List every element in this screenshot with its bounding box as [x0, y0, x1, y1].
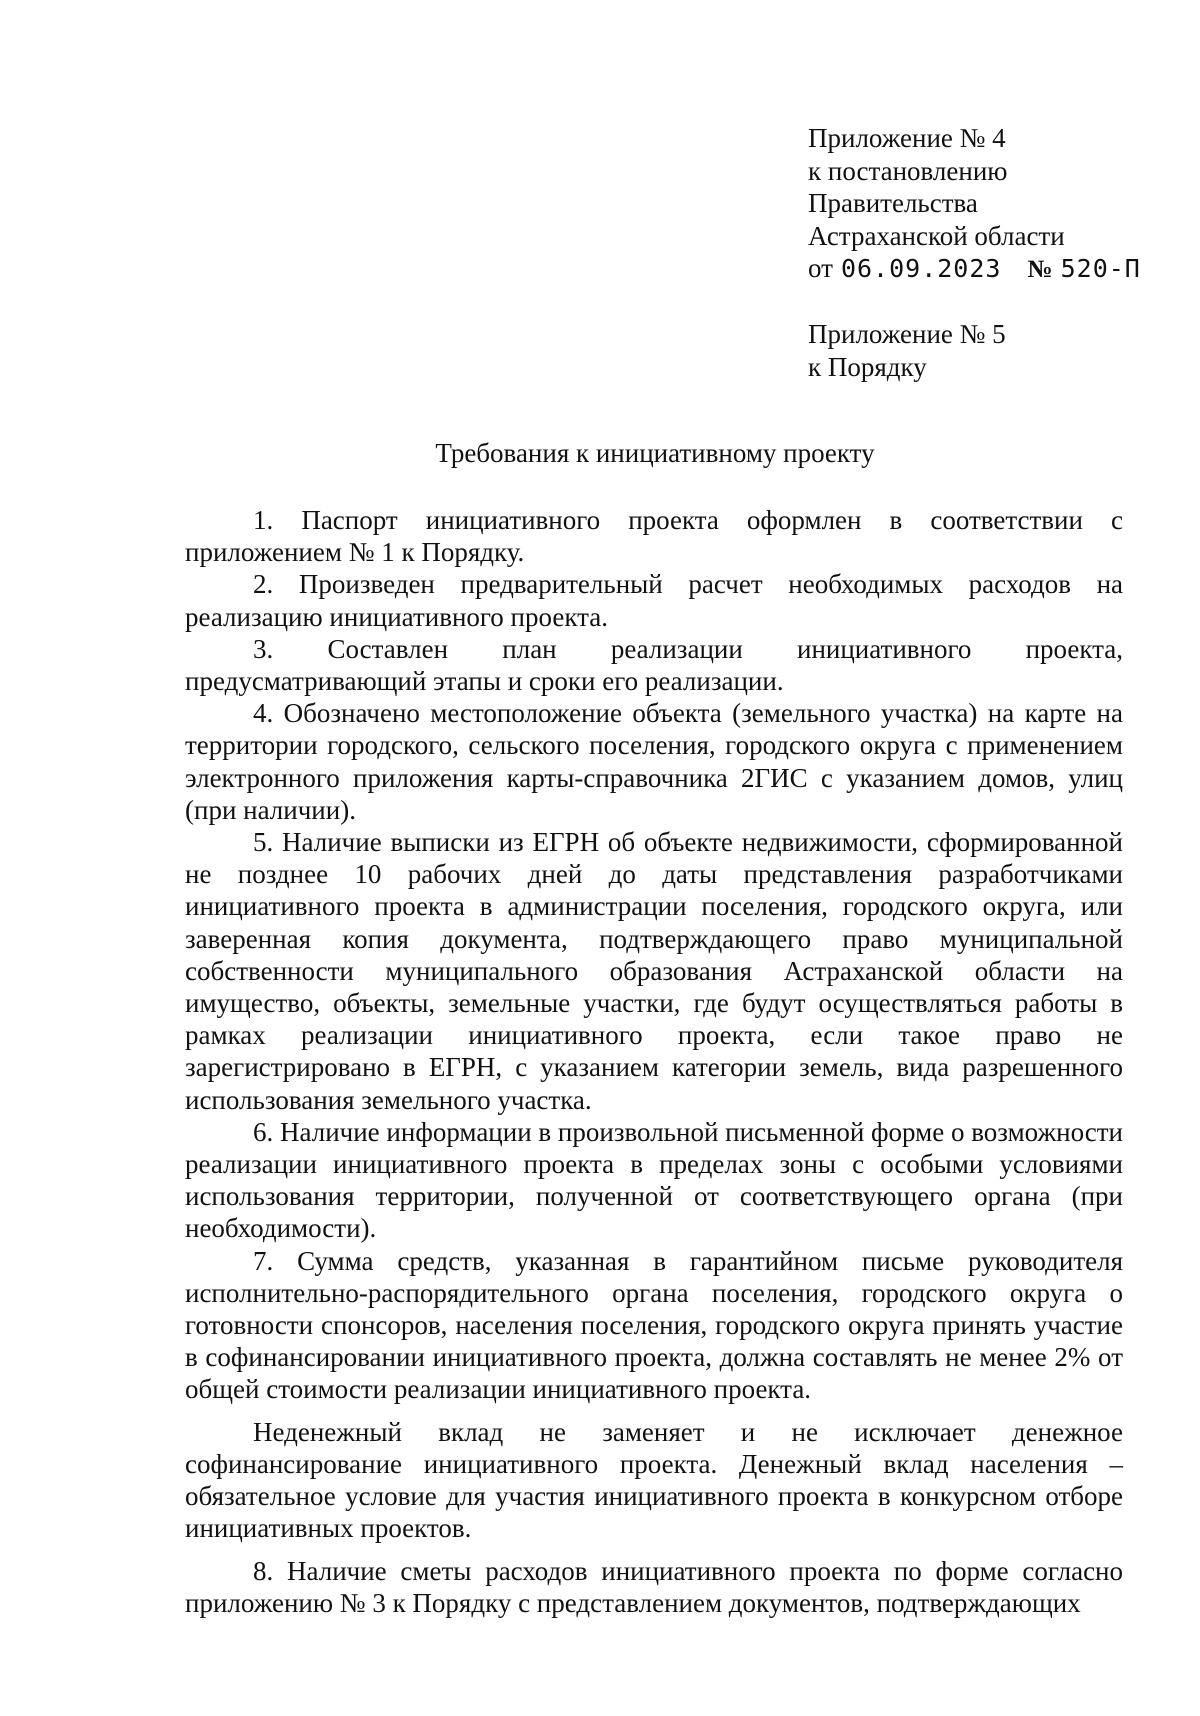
resolution-date-number: [808, 252, 1168, 287]
from-word: от: [808, 253, 833, 283]
resolution-number: 520-П: [1060, 254, 1141, 283]
paragraph-5: 5. Наличие выписки из ЕГРН об объекте недвижимости, сформированной не позднее 10 рабочих дней до даты представления разработчиками инициативного проекта в администрации поселения, городского округа, или заверенная копия документа, подтверждающего право муниципальной собственности муниципального образования Астраханской области на имущество, объекты, земельные участки, где будут осуществляться работы в рамках реализации инициативного проекта, если такое право не зарегистрировано в ЕГРН, с указанием категории земель, вида разрешенного использования земельного участка.: [185, 827, 1123, 1115]
document-body: [185, 504, 1123, 1619]
appendix-5-line-1: Приложение № 5: [808, 319, 1006, 349]
appendix-4-line-1: Приложение № 4: [808, 123, 1006, 153]
number-sign: №: [1027, 256, 1053, 283]
paragraph-2: 2. Произведен предварительный расчет необходимых расходов на реализацию инициативного проекта.: [185, 569, 1123, 632]
paragraph-7-note: Неденежный вклад не заменяет и не исключает денежное софинансирование инициативного проекта. Денежный вклад населения – обязательное условие для участия инициативного проекта в конкурсном отборе инициативных проектов.: [185, 1416, 1123, 1544]
appendix-4-line-4: Астраханской области: [808, 220, 1065, 251]
appendix-4-line-2: к постановлению: [808, 155, 1008, 186]
paragraph-1: 1. Паспорт инициативного проекта оформлен в соответствии с приложением № 1 к Порядку.: [185, 505, 1123, 568]
paragraph-3: 3. Составлен план реализации инициативного проекта, предусматривающий этапы и сроки его реализации.: [185, 633, 1123, 697]
paragraph-7: 7. Сумма средств, указанная в гарантийном письме руководителя исполнительно-распорядительного органа поселения, городского округа о готовности спонсоров, населения поселения, городского округа принять участие в софинансировании инициативного проекта, должна составлять не менее 2% от общей стоимости реализации инициативного проекта.: [185, 1245, 1123, 1405]
document-title: Требования к инициативному проекту: [435, 438, 875, 468]
appendix-5-heading: [808, 318, 1168, 383]
appendix-4-heading: [808, 122, 1168, 287]
appendix-5-line-2: к Порядку: [808, 351, 927, 382]
resolution-date: 06.09.2023: [840, 254, 1002, 283]
paragraph-8: 8. Наличие сметы расходов инициативного проекта по форме согласно приложению № 3 к Порядку с представлением документов, подтверждающих: [185, 1555, 1123, 1618]
paragraph-4: 4. Обозначено местоположение объекта (земельного участка) на карте на территории городского, сельского поселения, городского округа с применением электронного приложения карты-справочника 2ГИС с указанием домов, улиц (при наличии).: [185, 698, 1123, 825]
appendix-4-line-3: Правительства: [808, 188, 978, 218]
paragraph-6: 6. Наличие информации в произвольной письменной форме о возможности реализации инициативного проекта в пределах зоны с особыми условиями использования территории, полученной от соответствующего органа (при необходимости).: [185, 1116, 1123, 1244]
